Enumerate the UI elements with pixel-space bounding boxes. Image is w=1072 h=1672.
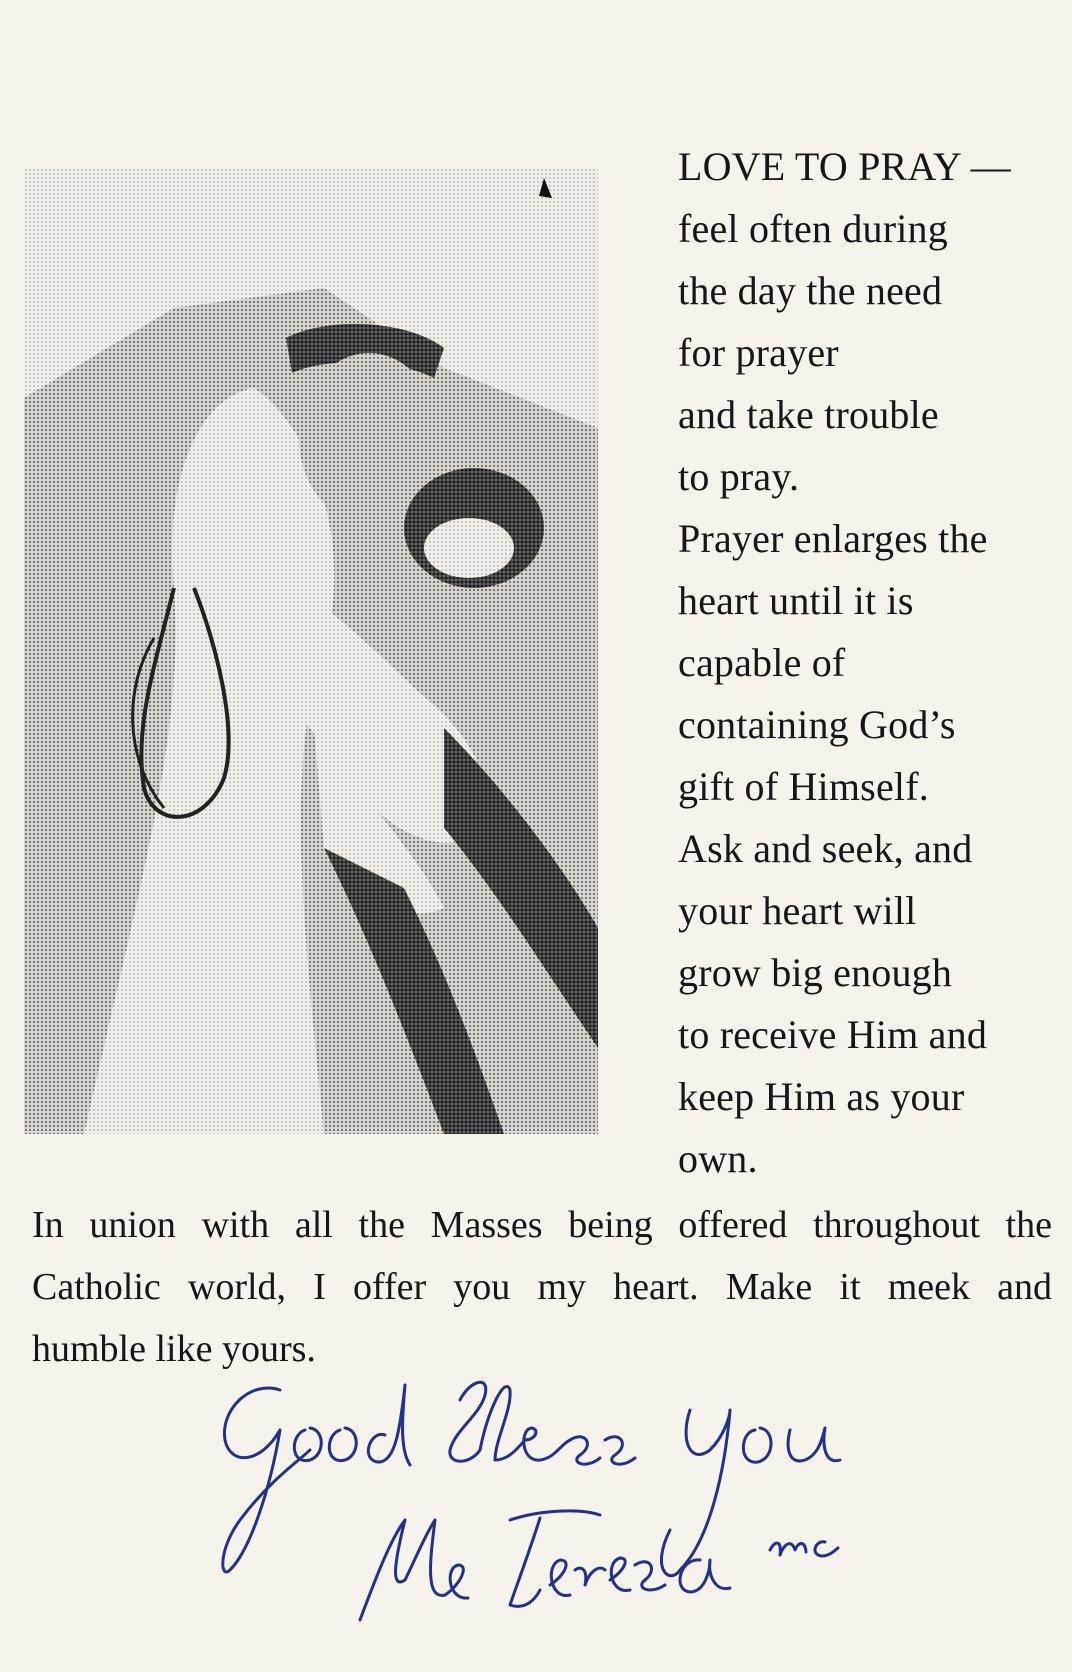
prayer-line: capable of — [678, 640, 846, 685]
closing-line: Catholic world, I offer you my heart. Make it meek and — [32, 1266, 1052, 1308]
prayer-line: Prayer enlarges the — [678, 516, 988, 561]
prayer-line: feel often during — [678, 206, 948, 251]
closing-line: humble like yours. — [32, 1328, 316, 1370]
prayer-line: grow big enough — [678, 950, 953, 995]
prayer-line: heart until it is — [678, 578, 914, 623]
prayer-line: your heart will — [678, 888, 917, 933]
prayer-line: to receive Him and — [678, 1012, 988, 1057]
prayer-line: Ask and seek, and — [678, 826, 973, 871]
closing-paragraph — [32, 1194, 1052, 1380]
prayer-line: gift of Himself. — [678, 764, 929, 809]
halftone-photo — [24, 168, 598, 1134]
prayer-line: containing God’s — [678, 702, 956, 747]
prayer-line: keep Him as your — [678, 1074, 965, 1119]
prayer-text — [678, 136, 1068, 1190]
closing-line: In union with all the Masses being offered throughout the — [32, 1204, 1052, 1246]
handwritten-signature — [210, 1370, 970, 1640]
prayer-line: the day the need — [678, 268, 943, 313]
prayer-line: for prayer — [678, 330, 839, 375]
prayer-line: and take trouble — [678, 392, 939, 437]
prayer-line: LOVE TO PRAY — — [678, 144, 1011, 189]
prayer-line: to pray. — [678, 454, 800, 499]
prayer-line: own. — [678, 1136, 758, 1181]
